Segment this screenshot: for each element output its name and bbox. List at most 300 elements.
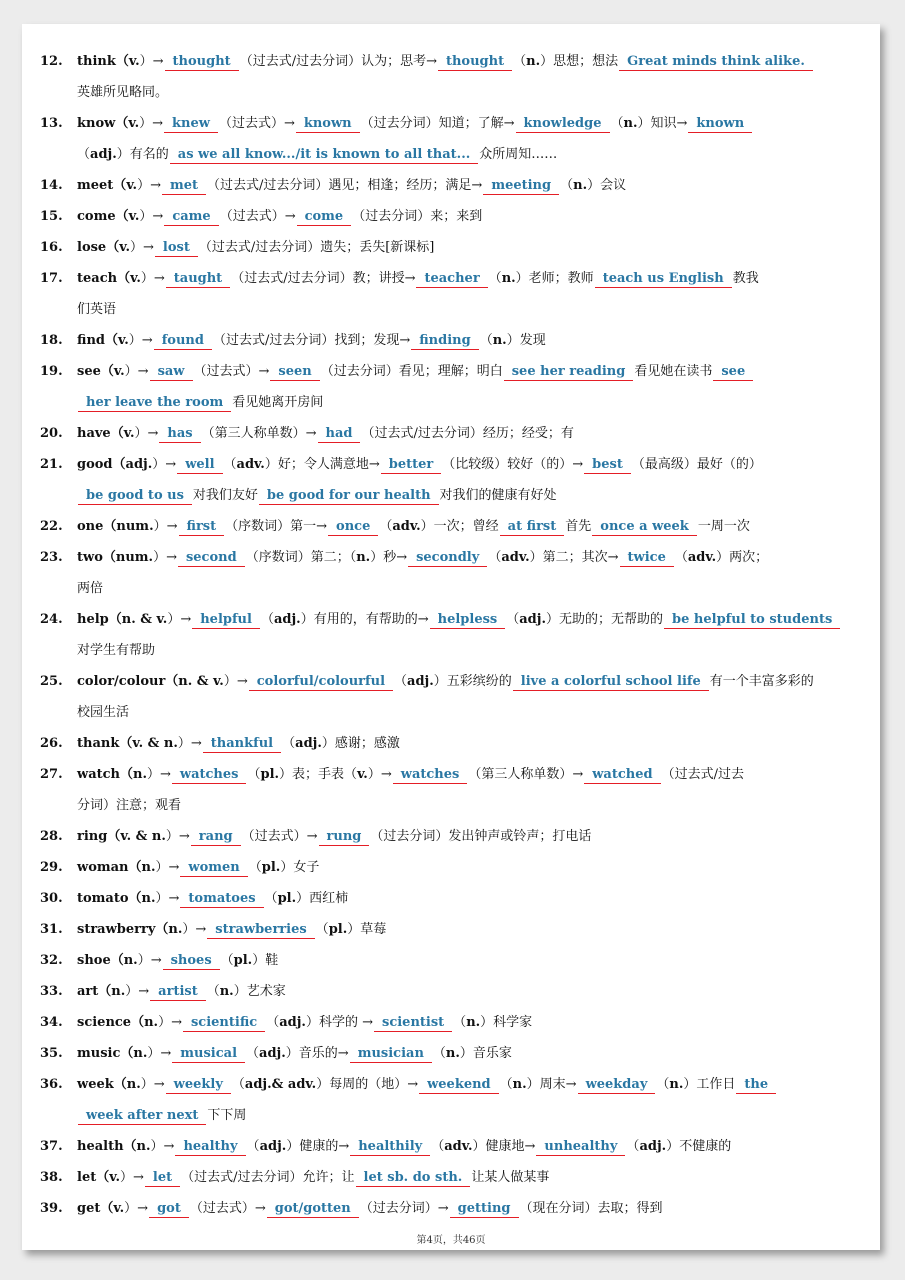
answer-blank: come (297, 208, 352, 226)
entry-line (40, 1038, 865, 1069)
entry-text: ）→ (139, 116, 164, 131)
entry-number: 30. (40, 891, 63, 906)
entry-text: ）有用的，有帮助的→ (300, 612, 429, 627)
entry-text: v. (109, 1170, 120, 1185)
entry-line (40, 914, 865, 945)
entry-text: health（ (77, 1139, 137, 1154)
entry-number: 27. (40, 767, 63, 782)
entry-number: 24. (40, 612, 63, 627)
entry-text: v. (128, 209, 140, 224)
entry-line (40, 666, 865, 697)
entry-text: ）知识→ (637, 116, 688, 131)
entry-text: v. (128, 116, 140, 131)
entry-text: pl. (261, 860, 281, 875)
answer-blank: artist (150, 983, 206, 1001)
entry-text: n. (669, 1077, 684, 1092)
answer-blank: live a colorful school life (513, 673, 709, 691)
entry-line (40, 232, 865, 263)
entry-line (40, 46, 865, 77)
entry-text: （过去式/过去分词）遗失；丢失 (198, 240, 386, 255)
answer-blank: known (688, 115, 752, 133)
entry-text: v. & n. (132, 736, 178, 751)
entry-text: （ (610, 116, 624, 131)
answer-blank: colorful/colourful (249, 673, 393, 691)
vocab-entry (40, 604, 865, 666)
entry-text: （过去分词）知道；了解→ (360, 116, 515, 131)
entry-text: adj. (407, 674, 434, 689)
entry-text: （过去式）→ (193, 364, 270, 379)
entry-continuation-line (40, 635, 865, 666)
vocab-entry (40, 852, 865, 883)
entry-text: 们英语 (77, 302, 117, 317)
entry-line (40, 1131, 865, 1162)
entry-text: n. (144, 1015, 159, 1030)
entry-line (40, 759, 865, 790)
answer-blank: week after next (78, 1107, 206, 1125)
vocab-entry (40, 1069, 865, 1131)
entry-text: adj.& adv. (244, 1077, 317, 1092)
answer-blank: got/gotten (267, 1200, 359, 1218)
entry-text: v. (119, 240, 130, 255)
entry-text: ）→ (165, 829, 190, 844)
entry-text: ）→ (124, 1201, 149, 1216)
vocab-entry (40, 759, 865, 821)
entry-number: 39. (40, 1201, 63, 1216)
entry-text: lose（ (77, 240, 120, 255)
entry-text: （ (220, 953, 234, 968)
entry-text: tomato（ (77, 891, 142, 906)
entry-text: num. (116, 519, 154, 534)
entry-number: 19. (40, 364, 63, 379)
entry-text: （过去式/过去分词）教；讲授→ (231, 271, 416, 286)
entry-text: ）无助的；无帮助的 (546, 612, 664, 627)
entry-number: 38. (40, 1170, 63, 1185)
entry-text: 一周一次 (697, 519, 750, 534)
entry-text: ）老师；教师 (515, 271, 594, 286)
vocab-entry (40, 356, 865, 418)
answer-blank: strawberries (207, 921, 314, 939)
entry-continuation-line (40, 139, 865, 170)
entry-text: （过去式）→ (241, 829, 318, 844)
entry-text: ）每周的（地）→ (316, 1077, 419, 1092)
entry-text: ）→ (137, 953, 162, 968)
entry-text: adv. (444, 1139, 473, 1154)
entry-text: v. (123, 426, 135, 441)
answer-blank: finding (411, 332, 478, 350)
entry-text: （过去式/过去分词）经历；经受；有 (361, 426, 574, 441)
entry-line (40, 852, 865, 883)
answer-blank: getting (450, 1200, 519, 1218)
entry-text: v. (128, 54, 140, 69)
entry-text: （过去式）→ (189, 1201, 266, 1216)
entry-text: （ (282, 736, 296, 751)
entry-text: （ (674, 550, 688, 565)
answer-blank: came (164, 208, 218, 226)
entry-text: n. & v. (178, 674, 224, 689)
entry-text: [新课标] (385, 240, 435, 255)
entry-text: （ (513, 54, 527, 69)
entry-text: （第三人称单数）→ (468, 767, 584, 782)
entry-text: n. (623, 116, 638, 131)
vocab-entry (40, 201, 865, 232)
entry-text: （ (247, 767, 261, 782)
entry-text: （ (394, 674, 408, 689)
answer-blank: has (159, 425, 200, 443)
entry-text: adj. (259, 1046, 286, 1061)
entry-line (40, 1007, 865, 1038)
entry-text: （过去式）→ (219, 209, 296, 224)
entry-text: n. (136, 1139, 151, 1154)
entry-text: （ (488, 550, 502, 565)
entry-text: n. (356, 550, 371, 565)
entry-number: 18. (40, 333, 63, 348)
entry-number: 17. (40, 271, 63, 286)
entry-line (40, 418, 865, 449)
entry-text: pl. (233, 953, 253, 968)
answer-blank: be helpful to students (664, 611, 840, 629)
entry-text: （ (560, 178, 574, 193)
entry-text: teach（ (77, 271, 131, 286)
entry-text: （最高级）最好（的） (631, 457, 762, 472)
entry-line (40, 263, 865, 294)
answer-blank: rung (319, 828, 370, 846)
entry-text: （ (206, 984, 220, 999)
answer-blank: thought (165, 53, 239, 71)
entry-number: 21. (40, 457, 63, 472)
vocab-entry (40, 511, 865, 542)
vocab-entry (40, 108, 865, 170)
entry-continuation-line (40, 387, 865, 418)
entry-text: ）思想；想法 (540, 54, 619, 69)
answer-blank: as we all know.../it is known to all that... (170, 146, 478, 164)
vocab-entry (40, 542, 865, 604)
entry-text: （ (453, 1015, 467, 1030)
entry-text: adj. (273, 612, 301, 627)
entry-text: n. (123, 953, 138, 968)
entry-text: （ (266, 1015, 280, 1030)
entry-line (40, 728, 865, 759)
entry-text: ）会议 (587, 178, 627, 193)
entry-text: v. (357, 767, 368, 782)
answer-blank: be good to us (78, 487, 192, 505)
entry-text: 对我们的健康有好处 (439, 488, 557, 503)
entry-continuation-line (40, 480, 865, 511)
entry-text: ）→ (147, 1046, 172, 1061)
entry-text: （过去分词）→ (359, 1201, 449, 1216)
entry-text: ）→ (153, 550, 177, 565)
entry-line (40, 604, 865, 635)
entry-continuation-line (40, 1100, 865, 1131)
entry-text: （ (246, 1139, 260, 1154)
vocab-entry (40, 914, 865, 945)
entry-text: good（ (77, 457, 126, 472)
answer-blank: musician (350, 1045, 432, 1063)
vocab-entry (40, 728, 865, 759)
entry-text: （ (231, 1077, 245, 1092)
entry-text: ）→ (155, 860, 180, 875)
entry-text: ）→ (152, 457, 177, 472)
entry-number: 14. (40, 178, 63, 193)
entry-text: ）健康地→ (472, 1139, 536, 1154)
entry-text: 让某人做某事 (471, 1170, 550, 1185)
entry-text: （ (488, 271, 502, 286)
entry-text: （过去式/过去分词）遇见；相逢；经历；满足→ (207, 178, 483, 193)
entry-text: （ (479, 333, 493, 348)
entry-text: ）鞋 (252, 953, 279, 968)
entry-number: 13. (40, 116, 63, 131)
entry-text: ）→ (155, 891, 180, 906)
answer-blank: healthily (350, 1138, 430, 1156)
entry-continuation-line (40, 790, 865, 821)
entry-text: ）科学家 (480, 1015, 533, 1030)
entry-number: 16. (40, 240, 63, 255)
entry-line (40, 449, 865, 480)
entry-text: see（ (77, 364, 114, 379)
entry-text: adv. (501, 550, 530, 565)
entry-text: v. (118, 333, 129, 348)
entry-number: 37. (40, 1139, 63, 1154)
entry-text: n. (512, 1077, 527, 1092)
answer-blank: tomatoes (180, 890, 263, 908)
entry-text: n. (133, 767, 147, 782)
entry-continuation-line (40, 697, 865, 728)
entry-text: （过去式/过去 (661, 767, 744, 782)
entry-text: （序数词）第二；（ (245, 550, 357, 565)
answer-blank: her leave the room (78, 394, 231, 412)
entry-text: （过去分词）来；来到 (352, 209, 483, 224)
entry-text: 两倍 (77, 581, 104, 596)
entry-text: ）→ (134, 426, 159, 441)
vocab-entry (40, 1162, 865, 1193)
entry-text: ）周末→ (526, 1077, 577, 1092)
entry-text: （过去式/过去分词）认为；思考→ (239, 54, 437, 69)
answer-blank: had (318, 425, 361, 443)
entry-text: n. (168, 922, 183, 937)
entry-text: 对学生有帮助 (77, 643, 156, 658)
entry-text: meet（ (77, 178, 127, 193)
entry-text: n. (219, 984, 234, 999)
vocab-entry (40, 945, 865, 976)
entry-text: ）不健康的 (666, 1139, 732, 1154)
entry-text: （序数词）第一→ (225, 519, 328, 534)
entry-text: 首先 (565, 519, 592, 534)
entry-text: find（ (77, 333, 118, 348)
entry-text: v. (126, 178, 138, 193)
entry-text: n. (126, 1077, 141, 1092)
entry-text: ）→ (158, 1015, 182, 1030)
entry-text: （ (264, 891, 278, 906)
entry-line (40, 945, 865, 976)
vocab-entry (40, 1193, 865, 1224)
entry-number: 32. (40, 953, 63, 968)
entry-number: 26. (40, 736, 63, 751)
answer-blank: scientific (183, 1014, 265, 1032)
entry-text: adv. (236, 457, 265, 472)
entry-text: n. (445, 1046, 460, 1061)
answer-blank: Great minds think alike. (619, 53, 813, 71)
entry-number: 34. (40, 1015, 63, 1030)
entry-text: n. (573, 178, 588, 193)
entry-text: v. (113, 364, 125, 379)
entry-line (40, 201, 865, 232)
answer-blank: scientist (374, 1014, 452, 1032)
answer-blank: seen (270, 363, 319, 381)
entry-text: ）两次； (716, 550, 769, 565)
vocab-entry (40, 1131, 865, 1162)
vocab-entry (40, 821, 865, 852)
answer-blank: well (177, 456, 222, 474)
entry-text: science（ (77, 1015, 145, 1030)
entry-text: adj. (259, 1139, 287, 1154)
entry-text: adj. (639, 1139, 667, 1154)
answer-blank: knew (164, 115, 218, 133)
entry-number: 28. (40, 829, 63, 844)
answer-blank: teacher (416, 270, 487, 288)
entry-number: 15. (40, 209, 63, 224)
entry-text: ）一次；曾经 (420, 519, 499, 534)
entry-text: pl. (328, 922, 348, 937)
entry-text: n. (111, 984, 126, 999)
entry-text: （过去式/过去分词）允许；让 (181, 1170, 355, 1185)
entry-text: think（ (77, 54, 129, 69)
answer-blank: taught (166, 270, 230, 288)
answer-blank: knowledge (516, 115, 610, 133)
entry-text: adj. (90, 147, 117, 162)
entry-text: adv. (392, 519, 421, 534)
entry-text: （ (506, 612, 520, 627)
entry-text: ）→ (177, 736, 202, 751)
vocab-entry (40, 232, 865, 263)
entry-text: 看见她在读书 (634, 364, 713, 379)
vocab-entry (40, 418, 865, 449)
entry-text: music（ (77, 1046, 134, 1061)
answer-blank: found (154, 332, 212, 350)
entry-text: ）艺术家 (233, 984, 286, 999)
entry-text: （ (379, 519, 393, 534)
entry-text: ）→ (128, 333, 153, 348)
entry-text: （ (626, 1139, 640, 1154)
answer-blank: be good for our health (259, 487, 439, 505)
entry-line (40, 821, 865, 852)
entry-text: art（ (77, 984, 112, 999)
entry-text: ）健康的→ (286, 1139, 350, 1154)
answer-blank: shoes (163, 952, 220, 970)
entry-text: ring（ (77, 829, 121, 844)
entry-text: ）草莓 (347, 922, 387, 937)
answer-blank: rang (191, 828, 241, 846)
entry-line (40, 170, 865, 201)
vocab-entry (40, 46, 865, 108)
entry-text: v. & n. (120, 829, 166, 844)
vocab-entry (40, 1038, 865, 1069)
entry-text: ）→ (140, 271, 165, 286)
answer-blank: known (296, 115, 360, 133)
entry-number: 31. (40, 922, 63, 937)
entry-text: have（ (77, 426, 124, 441)
entry-text: ）音乐的→ (285, 1046, 349, 1061)
entry-text: help（ (77, 612, 122, 627)
answer-blank: met (162, 177, 206, 195)
answer-blank: watches (172, 766, 247, 784)
entry-text: know（ (77, 116, 129, 131)
entry-text: 英雄所见略同。 (77, 85, 169, 100)
vocab-entry (40, 325, 865, 356)
vocab-entry (40, 170, 865, 201)
entry-text: v. (130, 271, 141, 286)
answer-blank: first (179, 518, 225, 536)
entry-text: n. (141, 891, 156, 906)
entry-text: adj. (279, 1015, 306, 1030)
answer-blank: women (180, 859, 247, 877)
vocab-entry (40, 449, 865, 511)
entry-text: week（ (77, 1077, 127, 1092)
entry-number: 33. (40, 984, 63, 999)
entry-text: n. (526, 54, 541, 69)
entry-text: shoe（ (77, 953, 124, 968)
entry-text: （ (656, 1077, 670, 1092)
entry-text: ）→ (120, 1170, 144, 1185)
answer-blank: helpful (192, 611, 260, 629)
entry-text: pl. (260, 767, 280, 782)
entry-line (40, 325, 865, 356)
entry-line (40, 1162, 865, 1193)
vocabulary-list (40, 46, 865, 1224)
entry-text: ）→ (129, 240, 154, 255)
entry-text: ）→ (140, 1077, 165, 1092)
entry-text: 看见她离开房间 (232, 395, 324, 410)
entry-text: strawberry（ (77, 922, 169, 937)
entry-text: ）→ (137, 178, 161, 193)
entry-text: （过去式/过去分词）找到；发现→ (212, 333, 411, 348)
entry-text: let（ (77, 1170, 110, 1185)
entry-text: n. (492, 333, 507, 348)
entry-text: 分词）注意；观看 (77, 798, 182, 813)
entry-continuation-line (40, 77, 865, 108)
entry-text: n. (133, 1046, 148, 1061)
entry-line (40, 1069, 865, 1100)
answer-blank: thankful (203, 735, 281, 753)
answer-blank: the (736, 1076, 776, 1094)
answer-blank: got (149, 1200, 189, 1218)
entry-text: ）有名的 (116, 147, 169, 162)
entry-line (40, 542, 865, 573)
vocab-entry (40, 263, 865, 325)
answer-blank: let (145, 1169, 180, 1187)
answer-blank: teach us English (595, 270, 732, 288)
answer-blank: thought (438, 53, 512, 71)
entry-text: ）西红柿 (296, 891, 349, 906)
entry-text: one（ (77, 519, 117, 534)
entry-text: ）女子 (280, 860, 320, 875)
entry-line (40, 511, 865, 542)
entry-text: ）→ (125, 984, 150, 999)
answer-blank: watches (393, 766, 468, 784)
entry-text: （ (223, 457, 237, 472)
answer-blank: secondly (408, 549, 487, 567)
entry-text: （ (431, 1139, 445, 1154)
entry-line (40, 1193, 865, 1224)
entry-text: （ (246, 1046, 260, 1061)
answer-blank: at first (500, 518, 565, 536)
entry-text: （过去分词）看见；理解；明白 (320, 364, 503, 379)
vocab-entry (40, 1007, 865, 1038)
entry-number: 12. (40, 54, 63, 69)
entry-text: ）→ (124, 364, 149, 379)
entry-text: n. (501, 271, 516, 286)
entry-text: （ (260, 612, 274, 627)
page-footer: 第4页，共46页 (416, 1235, 486, 1246)
answer-blank: musical (172, 1045, 245, 1063)
